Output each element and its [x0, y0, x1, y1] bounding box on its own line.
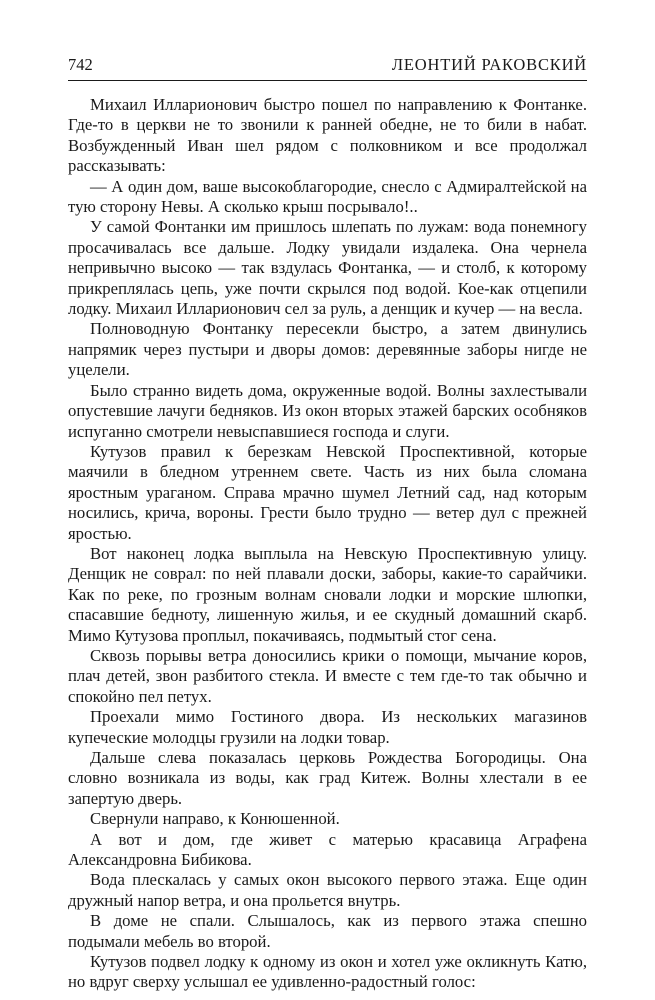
paragraph: Полноводную Фонтанку пересекли быстро, а затем двинулись напрямик через пустыри и дворы домов: деревянные заборы нигде не уцелели.: [68, 319, 587, 380]
paragraph: Свернули направо, к Конюшенной.: [90, 809, 340, 829]
paragraph: Вот наконец лодка выплыла на Невскую Проспективную улицу. Денщик не соврал: по ней плавали доски, заборы, какие-то сарайчики. Как по реке, по грозным волнам сновали лодки и морские шлюпки, спасавшие бедноту, лишенную жилья, и ее скудный домашний скарб. Мимо Кутузова проплыл, покачиваясь, подмытый стог сена.: [68, 543, 587, 645]
page-number: 742: [68, 55, 93, 74]
paragraph: Дальше слева показалась церковь Рождества Богородицы. Она словно возникала из воды, как град Китеж. Волны хлестали в ее запертую дверь.: [68, 748, 587, 808]
paragraph: Проехали мимо Гостиного двора. Из нескольких магазинов купеческие молодцы грузили на лодки товар.: [68, 707, 587, 747]
paragraph: Кутузов подвел лодку к одному из окон и хотел уже окликнуть Катю, но вдруг сверху услышал ее удивленно-радостный голос:: [68, 952, 587, 992]
running-title: ЛЕОНТИЙ РАКОВСКИЙ: [391, 55, 587, 74]
paragraph: Вода плескалась у самых окон высокого первого этажа. Еще один дружный напор ветра, и она прольется внутрь.: [68, 870, 587, 910]
paragraph: Кутузов правил к березкам Невской Проспективной, которые маячили в бледном утреннем свете. Часть из них была сломана яростным ураганом. Справа мрачно шумел Летний сад, над которым носились, крича, вороны. Грести было трудно — ветер дул с прежней яростью.: [68, 441, 587, 543]
paragraph: Сквозь порывы ветра доносились крики о помощи, мычание коров, плач детей, звон разбитого стекла. И вместе с тем где-то так обычно и спокойно пел петух.: [68, 645, 587, 706]
page-header: [68, 55, 587, 79]
paragraph: А вот и дом, где живет с матерью красавица Аграфена Александровна Бибикова.: [68, 829, 587, 870]
paragraph: В доме не спали. Слышалось, как из первого этажа спешно подымали мебель во второй.: [68, 911, 587, 951]
paragraph: Было странно видеть дома, окруженные водой. Волны захлестывали опустевшие лачуги бедняков. Из окон вторых этажей барских особняков испуганно смотрели невыспавшиеся господа и слуги.: [68, 380, 587, 441]
paragraph: У самой Фонтанки им пришлось шлепать по лужам: вода понемногу просачивалась все дальше. Лодку увидали издалека. Она чернела непривычно высоко — так вздулась Фонтанка, — и столб, к которому прикреплялась цепь, уже почти скрылся под водой. Кое-как отцепили лодку. Михаил Илларионович сел за руль, а денщик и кучер — на весла.: [68, 217, 587, 319]
paragraph: Михаил Илларионович быстро пошел по направлению к Фонтанке. Где-то в церкви не то звонили к ранней обедне, не то били в набат. Возбужденный Иван шел рядом с полковником и все продолжал рассказывать:: [68, 95, 587, 176]
header-rule: [68, 80, 587, 81]
paragraph: — А один дом, ваше высокоблагородие, снесло с Адмиралтейской на тую сторону Невы. А сколько крыш посрывало!..: [68, 176, 587, 217]
body-text: [68, 95, 587, 993]
